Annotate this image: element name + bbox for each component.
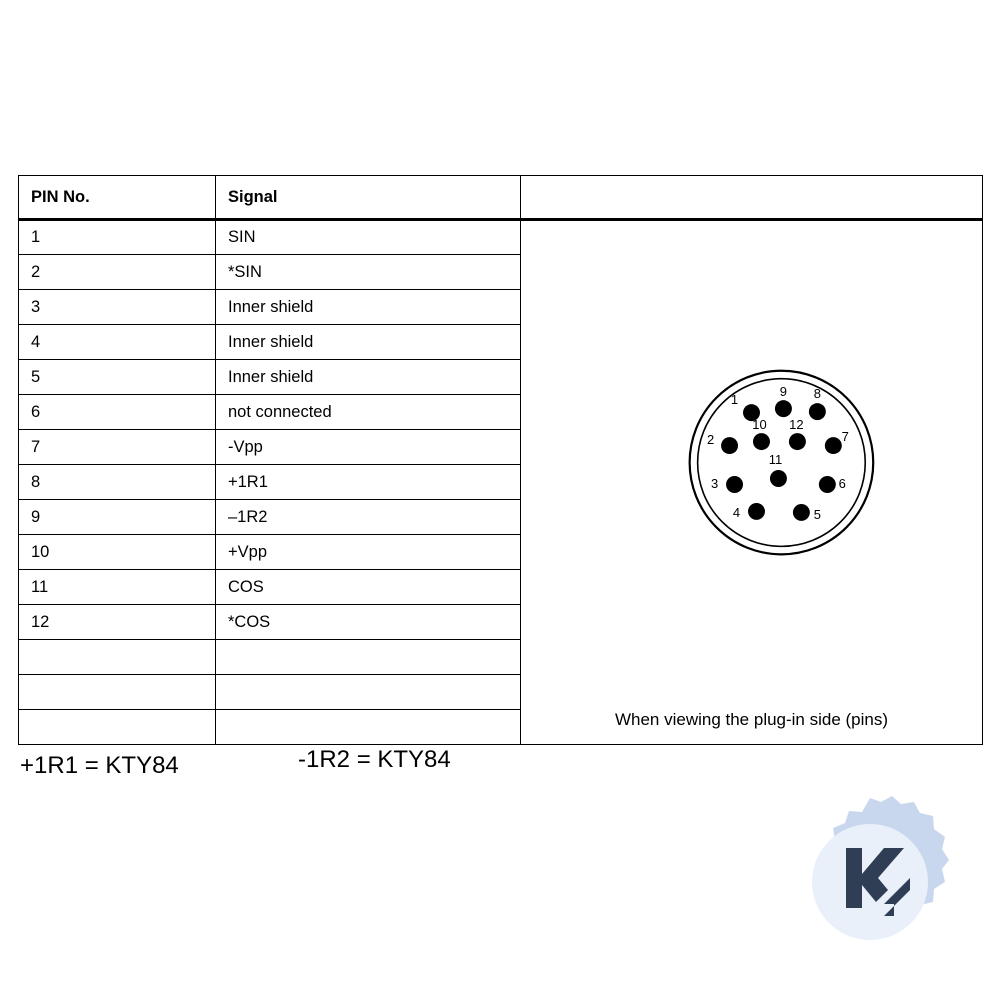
connector-pin-dot-icon	[753, 433, 770, 450]
connector-svg	[521, 221, 982, 744]
column-header-figure	[521, 176, 983, 220]
cell-empty	[216, 675, 521, 710]
connector-pin-dot-icon	[809, 403, 826, 420]
note-minus-1r2: -1R2 = KTY84	[298, 746, 451, 773]
table-header-row	[19, 176, 983, 220]
connector-pin-label: 8	[813, 386, 821, 402]
cell-pin-no: 11	[19, 570, 216, 605]
cell-empty	[19, 675, 216, 710]
connector-pin-dot-icon	[726, 476, 743, 493]
cell-empty	[216, 710, 521, 745]
cell-pin-no: 9	[19, 500, 216, 535]
cell-signal: Inner shield	[216, 290, 521, 325]
table-header	[19, 176, 983, 220]
cell-empty	[216, 640, 521, 675]
cell-pin-no: 1	[19, 220, 216, 255]
connector-pin-label: 5	[813, 506, 821, 522]
gear-logo-icon	[760, 782, 980, 982]
cell-signal: *COS	[216, 605, 521, 640]
cell-signal: +1R1	[216, 465, 521, 500]
figure-caption: When viewing the plug-in side (pins)	[614, 710, 889, 729]
watermark-logo	[760, 782, 980, 982]
cell-pin-no: 7	[19, 430, 216, 465]
connector-pin-label: 7	[841, 429, 849, 445]
cell-signal: Inner shield	[216, 360, 521, 395]
table-row	[19, 220, 983, 255]
cell-signal: –1R2	[216, 500, 521, 535]
connector-pin-dot-icon	[819, 476, 836, 493]
cell-empty	[19, 640, 216, 675]
cell-empty	[19, 710, 216, 745]
cell-signal: COS	[216, 570, 521, 605]
connector-pin-dot-icon	[793, 504, 810, 521]
connector-pin-label: 1	[730, 392, 739, 408]
cell-pin-no: 3	[19, 290, 216, 325]
connector-pin-label: 3	[710, 475, 719, 491]
connector-pin-dot-icon	[770, 470, 787, 487]
note-plus-1r1: +1R1 = KTY84	[20, 752, 179, 779]
cell-pin-no: 10	[19, 535, 216, 570]
connector-pin-dot-icon	[789, 433, 806, 450]
cell-pin-no: 6	[19, 395, 216, 430]
column-header-signal: Signal	[216, 176, 521, 220]
connector-figure-cell	[521, 220, 983, 745]
cell-signal: -Vpp	[216, 430, 521, 465]
cell-signal: not connected	[216, 395, 521, 430]
cell-signal: +Vpp	[216, 535, 521, 570]
cell-pin-no: 5	[19, 360, 216, 395]
connector-pin-label: 10	[752, 417, 767, 433]
connector-pin-label: 4	[732, 504, 741, 520]
connector-pinout-diagram	[521, 221, 982, 744]
connector-pin-dot-icon	[748, 503, 765, 520]
connector-pin-label: 9	[779, 384, 788, 400]
cell-pin-no: 4	[19, 325, 216, 360]
cell-signal: Inner shield	[216, 325, 521, 360]
cell-pin-no: 8	[19, 465, 216, 500]
pin-assignment-table-container	[18, 175, 982, 732]
connector-pin-dot-icon	[721, 437, 738, 454]
connector-pin-dot-icon	[775, 400, 792, 417]
connector-pin-label: 11	[768, 451, 783, 467]
cell-pin-no: 12	[19, 605, 216, 640]
table-body	[19, 220, 983, 745]
cell-pin-no: 2	[19, 255, 216, 290]
column-header-pin-no: PIN No.	[19, 176, 216, 220]
connector-pin-label: 6	[838, 475, 846, 491]
connector-pin-label: 2	[706, 432, 715, 448]
connector-pin-label: 12	[789, 417, 804, 433]
pin-assignment-table	[18, 175, 983, 745]
connector-pin-dot-icon	[825, 437, 842, 454]
cell-signal: SIN	[216, 220, 521, 255]
cell-signal: *SIN	[216, 255, 521, 290]
